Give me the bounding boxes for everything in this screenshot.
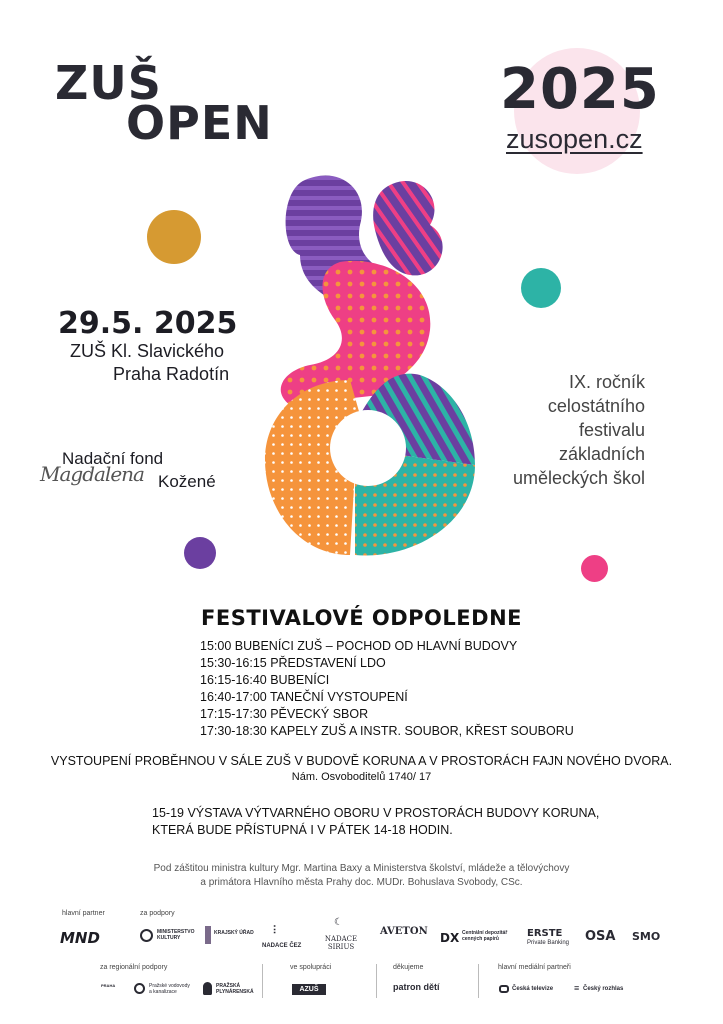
program-item: 16:15-16:40 BUBENÍCI — [200, 673, 330, 687]
thanks-label: děkujeme — [393, 964, 424, 971]
program-list — [200, 638, 574, 740]
edition-line: základních — [558, 444, 645, 464]
divider — [376, 964, 377, 998]
divider — [262, 964, 263, 998]
kraj-icon — [205, 926, 211, 944]
ministry-icon — [140, 929, 153, 942]
logo-erste: ERSTE — [527, 928, 563, 939]
decorative-pink-dot — [581, 555, 608, 582]
edition-line: uměleckých škol — [512, 468, 645, 488]
program-item: 15:30-16:15 PŘEDSTAVENÍ LDO — [200, 656, 386, 670]
program-item: 15:00 BUBENÍCI ZUŠ – POCHOD OD HLAVNÍ BUDOVY — [200, 639, 518, 653]
website-link[interactable]: zusopen.cz — [506, 124, 643, 154]
exhibition-line2: KTERÁ BUDE PŘÍSTUPNÁ I V PÁTEK 14-18 HODIN. — [152, 823, 453, 837]
program-item: 17:15-17:30 PĚVECKÝ SBOR — [200, 707, 369, 721]
flame-icon — [203, 982, 212, 995]
logo-ceska-televize: Česká televize — [512, 986, 554, 992]
main-partner-label: hlavní partner — [62, 910, 105, 917]
festival-year: 2025 — [500, 57, 660, 122]
cro-icon: ≡ — [574, 983, 580, 993]
logo-azus: AZUŠ — [292, 984, 326, 995]
festival-edition-text — [425, 370, 645, 490]
patronage-line2: a primátora Hlavního města Prahy doc. MUDr. Bohuslava Svobody, CSc. — [200, 877, 523, 888]
program-title: FESTIVALOVÉ ODPOLEDNE — [201, 606, 522, 630]
foundation-signature: Magdalena — [40, 462, 144, 486]
venue-address: Nám. Osvoboditelů 1740/ 17 — [291, 771, 432, 783]
support-label: za podpory — [140, 910, 175, 917]
logo-osa: OSA — [585, 929, 616, 944]
patronage-line1: Pod záštitou ministra kultury Mgr. Martina Baxy a Ministerstva školství, mládeže a tělovýchovy — [153, 863, 570, 874]
logo-cesky-rozhlas: Český rozhlas — [583, 986, 624, 992]
cdcp-icon: DX — [440, 931, 460, 945]
regional-support-label: za regionální podpory — [100, 964, 168, 971]
logo-mnd: MND — [60, 929, 100, 947]
logo-erste-sub: Private Banking — [527, 940, 570, 946]
decorative-teal-dot — [521, 268, 561, 308]
edition-line: festivalu — [578, 420, 645, 440]
logo-smo: SMO — [632, 930, 661, 943]
cez-icon: ⵗ — [273, 925, 277, 936]
logo-ministry: MINISTERSTVO KULTURY — [157, 929, 195, 941]
edition-line: IX. ročník — [568, 372, 645, 392]
venue-note: VYSTOUPENÍ PROBĚHNOU V SÁLE ZUŠ V BUDOVĚ KORUNA A V PROSTORÁCH FAJN NOVÉHO DVORA. — [50, 754, 673, 768]
logo-praha: PRAHA — [101, 983, 116, 988]
venue-name: ZUŠ Kl. Slavického — [70, 341, 225, 361]
logo-patron-deti: patron dětí — [393, 982, 440, 992]
program-item: 17:30-18:30 KAPELY ZUŠ A INSTR. SOUBOR, KŘEST SOUBORU — [200, 724, 574, 738]
logo-cez: NADACE ČEZ — [262, 943, 302, 949]
pvk-icon — [134, 983, 145, 994]
divider — [478, 964, 479, 998]
media-partners-label: hlavní mediální partneři — [498, 964, 571, 971]
logo-aveton: AVETON — [380, 926, 428, 937]
decorative-purple-dot — [184, 537, 216, 569]
logo-zus: ZUŠ — [55, 56, 162, 110]
logo-kraj: KRAJSKÝ ÚŘAD — [214, 930, 254, 936]
event-date: 29.5. 2025 — [58, 306, 238, 341]
exhibition-line1: 15-19 VÝSTAVA VÝTVARNÉHO OBORU V PROSTORÁCH BUDOVY KORUNA, — [152, 806, 600, 820]
foundation-name-line2: Kožené — [158, 472, 216, 491]
foundation-name-line1: Nadační fond — [62, 449, 164, 468]
logo-open: OPEN — [126, 96, 273, 150]
venue-location: Praha Radotín — [113, 364, 230, 384]
sirius-moon-icon: ☾ — [334, 917, 343, 928]
decorative-mustard-dot — [147, 210, 201, 264]
logo-prazska-plynarenska: PRAŽSKÁ PLYNÁRENSKÁ — [216, 983, 254, 995]
cooperation-label: ve spolupráci — [290, 964, 332, 971]
logo-cdcp: Centrální depozitář cenných papírů — [462, 930, 508, 942]
logo-sirius: NADACE SIRIUS — [324, 935, 358, 951]
ct-icon — [499, 985, 509, 993]
program-item: 16:40-17:00 TANEČNÍ VYSTOUPENÍ — [200, 690, 408, 704]
edition-line: celostátního — [547, 396, 645, 416]
logo-pvk: Pražské vodovody a kanalizace — [149, 983, 190, 995]
